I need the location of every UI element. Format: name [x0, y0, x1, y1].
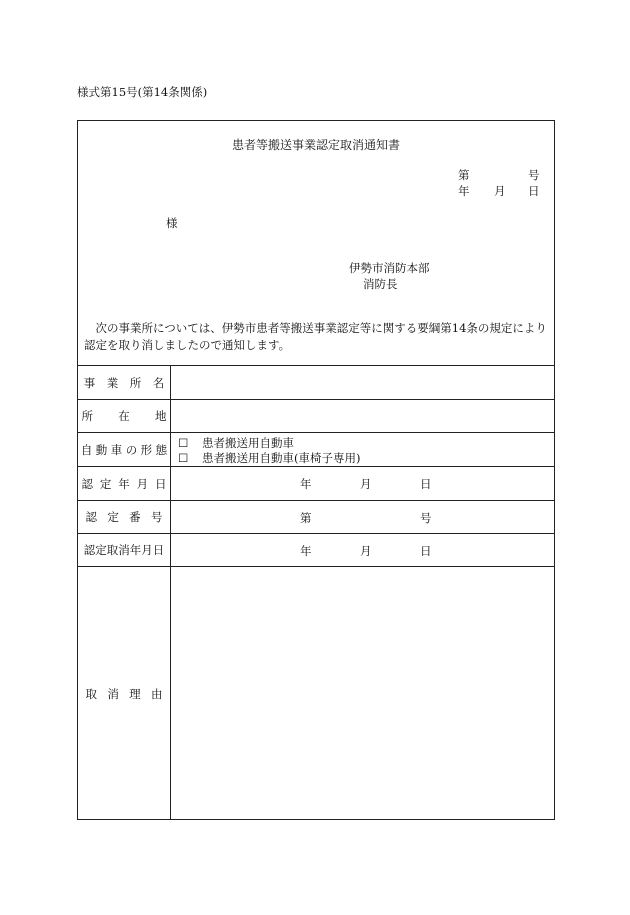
- certified-date-month: 月: [360, 477, 372, 491]
- issue-date-month: 月: [494, 184, 506, 198]
- label-revoked-date: 認定取消年月日: [83, 543, 165, 557]
- addressee-suffix: 様: [166, 216, 178, 230]
- checkbox-standard[interactable]: ☐: [178, 436, 189, 450]
- notice-form: [77, 120, 555, 820]
- notice-body-text: 次の事業所については、伊勢市患者等搬送事業認定等に関する要綱第14条の規定により認定を取り消しましたので通知します。: [84, 321, 547, 352]
- doc-number-go: 号: [528, 168, 540, 182]
- checkbox-wheelchair[interactable]: ☐: [178, 451, 189, 465]
- table-row-vehicle-type: [78, 432, 554, 466]
- form-number: 様式第15号(第14条関係): [77, 85, 208, 99]
- issue-date-day: 日: [528, 184, 540, 198]
- label-office-name: 事業所名: [83, 375, 176, 390]
- doc-number-dai: 第: [458, 168, 470, 182]
- issue-date-year: 年: [458, 184, 470, 198]
- table-row-certified-date: [78, 466, 554, 500]
- label-reason: 取消理由: [85, 686, 173, 701]
- certified-number-go: 号: [420, 511, 432, 525]
- table-row-certified-number: [78, 500, 554, 533]
- certified-date-year: 年: [300, 477, 312, 491]
- table-row-revoked-date: [78, 533, 554, 566]
- vehicle-option-standard: [178, 435, 294, 451]
- label-vehicle-type: 自動車の形態: [80, 442, 171, 457]
- label-certified-number: 認定番号: [85, 510, 173, 524]
- label-location: 所在地: [81, 409, 192, 423]
- certified-number-dai: 第: [300, 511, 312, 525]
- table-row-office-name: [78, 365, 554, 399]
- vehicle-option-standard-label: 患者搬送用自動車: [201, 436, 294, 450]
- table-row-reason: [78, 566, 554, 820]
- document-title: 患者等搬送事業認定取消通知書: [231, 138, 400, 152]
- revoked-date-month: 月: [360, 544, 372, 558]
- issuer-org: 伊勢市消防本部: [349, 261, 430, 275]
- table-row-location: [78, 399, 554, 432]
- issuer-title: 消防長: [363, 277, 398, 291]
- certified-date-day: 日: [420, 477, 432, 491]
- vehicle-option-wheelchair-label: 患者搬送用自動車(車椅子専用): [201, 451, 361, 465]
- label-certified-date: 認定年月日: [81, 476, 174, 491]
- revoked-date-day: 日: [420, 544, 432, 558]
- revoked-date-year: 年: [300, 544, 312, 558]
- vehicle-option-wheelchair: [178, 450, 360, 466]
